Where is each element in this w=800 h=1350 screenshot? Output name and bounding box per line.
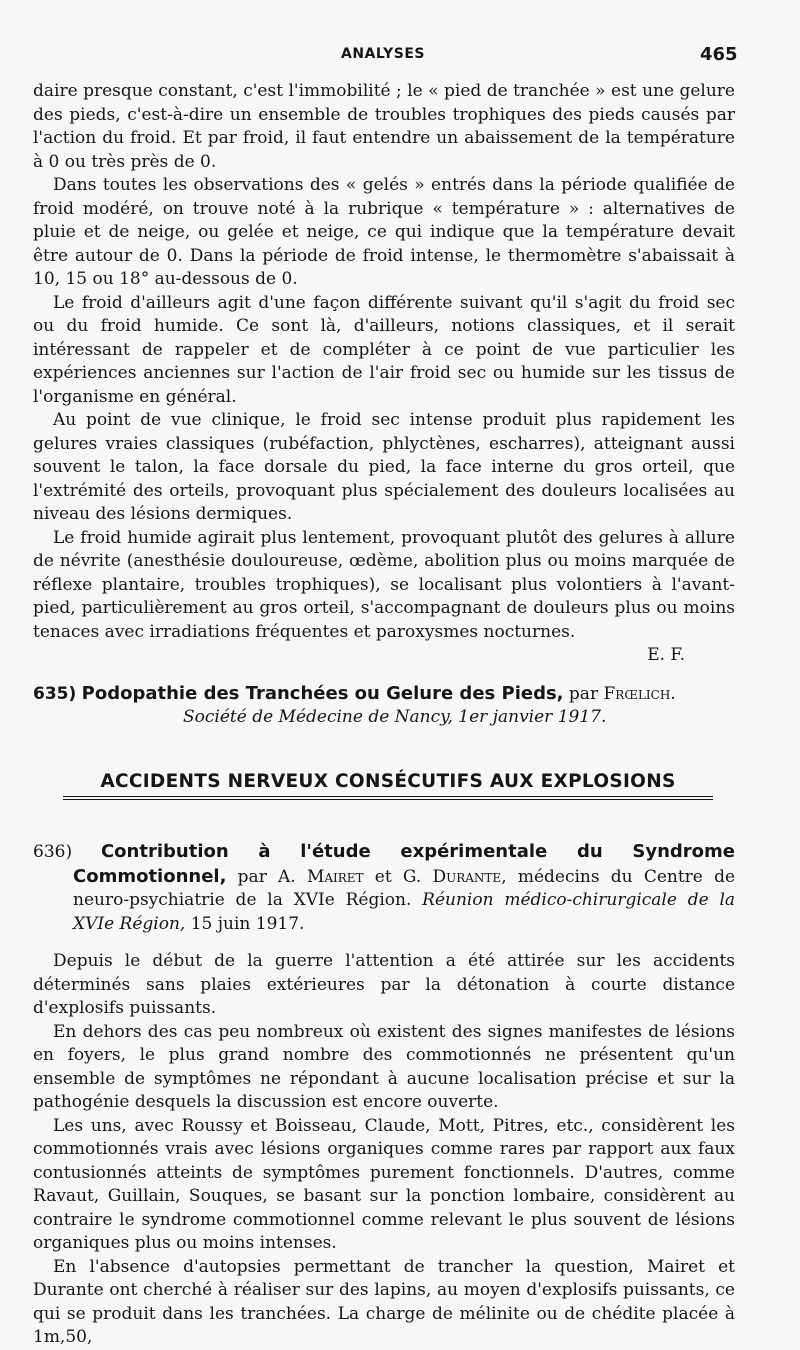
entry-date: 15 juin 1917. [190, 913, 305, 934]
entry-number: 636) [33, 842, 73, 862]
paragraph: Au point de vue clinique, le froid sec intense produit plus rapidement les gelures vraies classiques (rubéfaction, phlyctènes, escharres), atteignant aussi souvent le talon, la face dorsale du pied, la face interne du gros orteil, que l'extrémité des orteils, provoquant plus spécialement des douleurs localisées au niveau des lésions dermiques. [33, 410, 735, 524]
entry-and: et G. [374, 866, 422, 887]
paragraph: Le froid d'ailleurs agit d'une façon différente suivant qu'il s'agit du froid sec ou du froid humide. Ce sont là, d'ailleurs, notions classiques, et il serait intéressant de rappeler et de compléter à ce point de vue particulier les expériences anciennes sur l'action de l'air froid sec ou humide sur les tissus de l'organisme en général. [33, 292, 735, 407]
page-number: 465 [700, 44, 738, 65]
entry-635 [33, 682, 735, 730]
abstract [33, 950, 735, 1350]
entry-source: Réunion médico-chirurgicale de la XVIe Région, [73, 890, 736, 934]
paragraph: daire presque constant, c'est l'immobilité ; le « pied de tranchée » est une gelure des pieds, c'est-à-dire un ensemble de troubles trophiques des pieds causés par l'action du froid. Et par froid, il faut entendre un abaissement de la température à 0 ou très près de 0. [33, 81, 735, 172]
entry-by: par [568, 683, 599, 704]
entry-636 [33, 840, 735, 936]
entry-source: Société de Médecine de Nancy, 1er janvier 1917. [183, 707, 607, 727]
page-body [33, 80, 735, 1350]
entry-title: Contribution à l'étude expérimentale du Syndrome Commotionnel, [73, 841, 736, 887]
signature-row [33, 644, 735, 668]
entry-title: Podopathie des Tranchées ou Gelure des Pieds, [81, 682, 564, 704]
entry-author: Frœlich. [603, 683, 676, 704]
entry-number: 635) [33, 683, 77, 704]
entry-affiliation: médecins du Centre de neuro-psychiatrie de la XVIe Région. [73, 866, 736, 910]
paragraph: Dans toutes les observations des « gelés » entrés dans la période qualifiée de froid modéré, on trouve noté à la rubrique « température » : alternatives de pluie et de neige, ou gelée et neige, ce qui indique que la température devait être autour de 0. Dans la période de froid intense, le thermomètre s'abaissait à 10, 15 ou 18° au-dessous de 0. [33, 175, 735, 289]
running-title: ANALYSES [341, 46, 425, 62]
paragraph: En dehors des cas peu nombreux où existent des signes manifestes de lésions en foyers, le plus grand nombre des commotionnés ne présentent qu'un ensemble de symptômes ne répondant à aucune localisation précise et sur la pathogénie desquels la discussion est encore ouverte. [33, 1021, 735, 1112]
paragraph: Les uns, avec Roussy et Boisseau, Claude, Mott, Pitres, etc., considèrent les commotionnés vrais avec lésions organiques comme rares par rapport aux faux contusionnés atteints de symptômes purement fonctionnels. D'autres, comme Ravaut, Guillain, Souques, se basant sur la ponction lombaire, considèrent au contraire le syndrome commotionnel comme relevant le plus souvent de lésions organiques plus ou moins intenses. [33, 1115, 735, 1253]
section-heading: ACCIDENTS NERVEUX CONSÉCUTIFS AUX EXPLOSIONS [63, 770, 713, 801]
page-header [0, 44, 800, 68]
paragraph: Le froid humide agirait plus lentement, provoquant plutôt des gelures à allure de névrite (anesthésie douloureuse, œdème, abolition plus ou moins marquée de réflexe plantaire, troubles trophiques), se localisant plus volontiers à l'avant-pied, particulièrement au gros orteil, s'accompagnant de douleurs plus ou moins tenaces avec irradiations fréquentes et paroxysmes nocturnes. [33, 527, 735, 642]
author-signature: E. F. [647, 645, 685, 665]
entry-by: par A. [237, 866, 296, 887]
paragraph: En l'absence d'autopsies permettant de trancher la question, Mairet et Durante ont cherché à réaliser sur des lapins, au moyen d'explosifs puissants, ce qui se produit dans les tranchées. La charge de mélinite ou de chédite placée à 1m,50, [33, 1256, 735, 1347]
entry-author-1: Mairet [306, 866, 364, 887]
entry-author-2: Durante, [432, 866, 507, 887]
paragraph: Depuis le début de la guerre l'attention a été attirée sur les accidents déterminés sans plaies extérieures par la détonation à courte distance d'explosifs puissants. [33, 951, 735, 1018]
